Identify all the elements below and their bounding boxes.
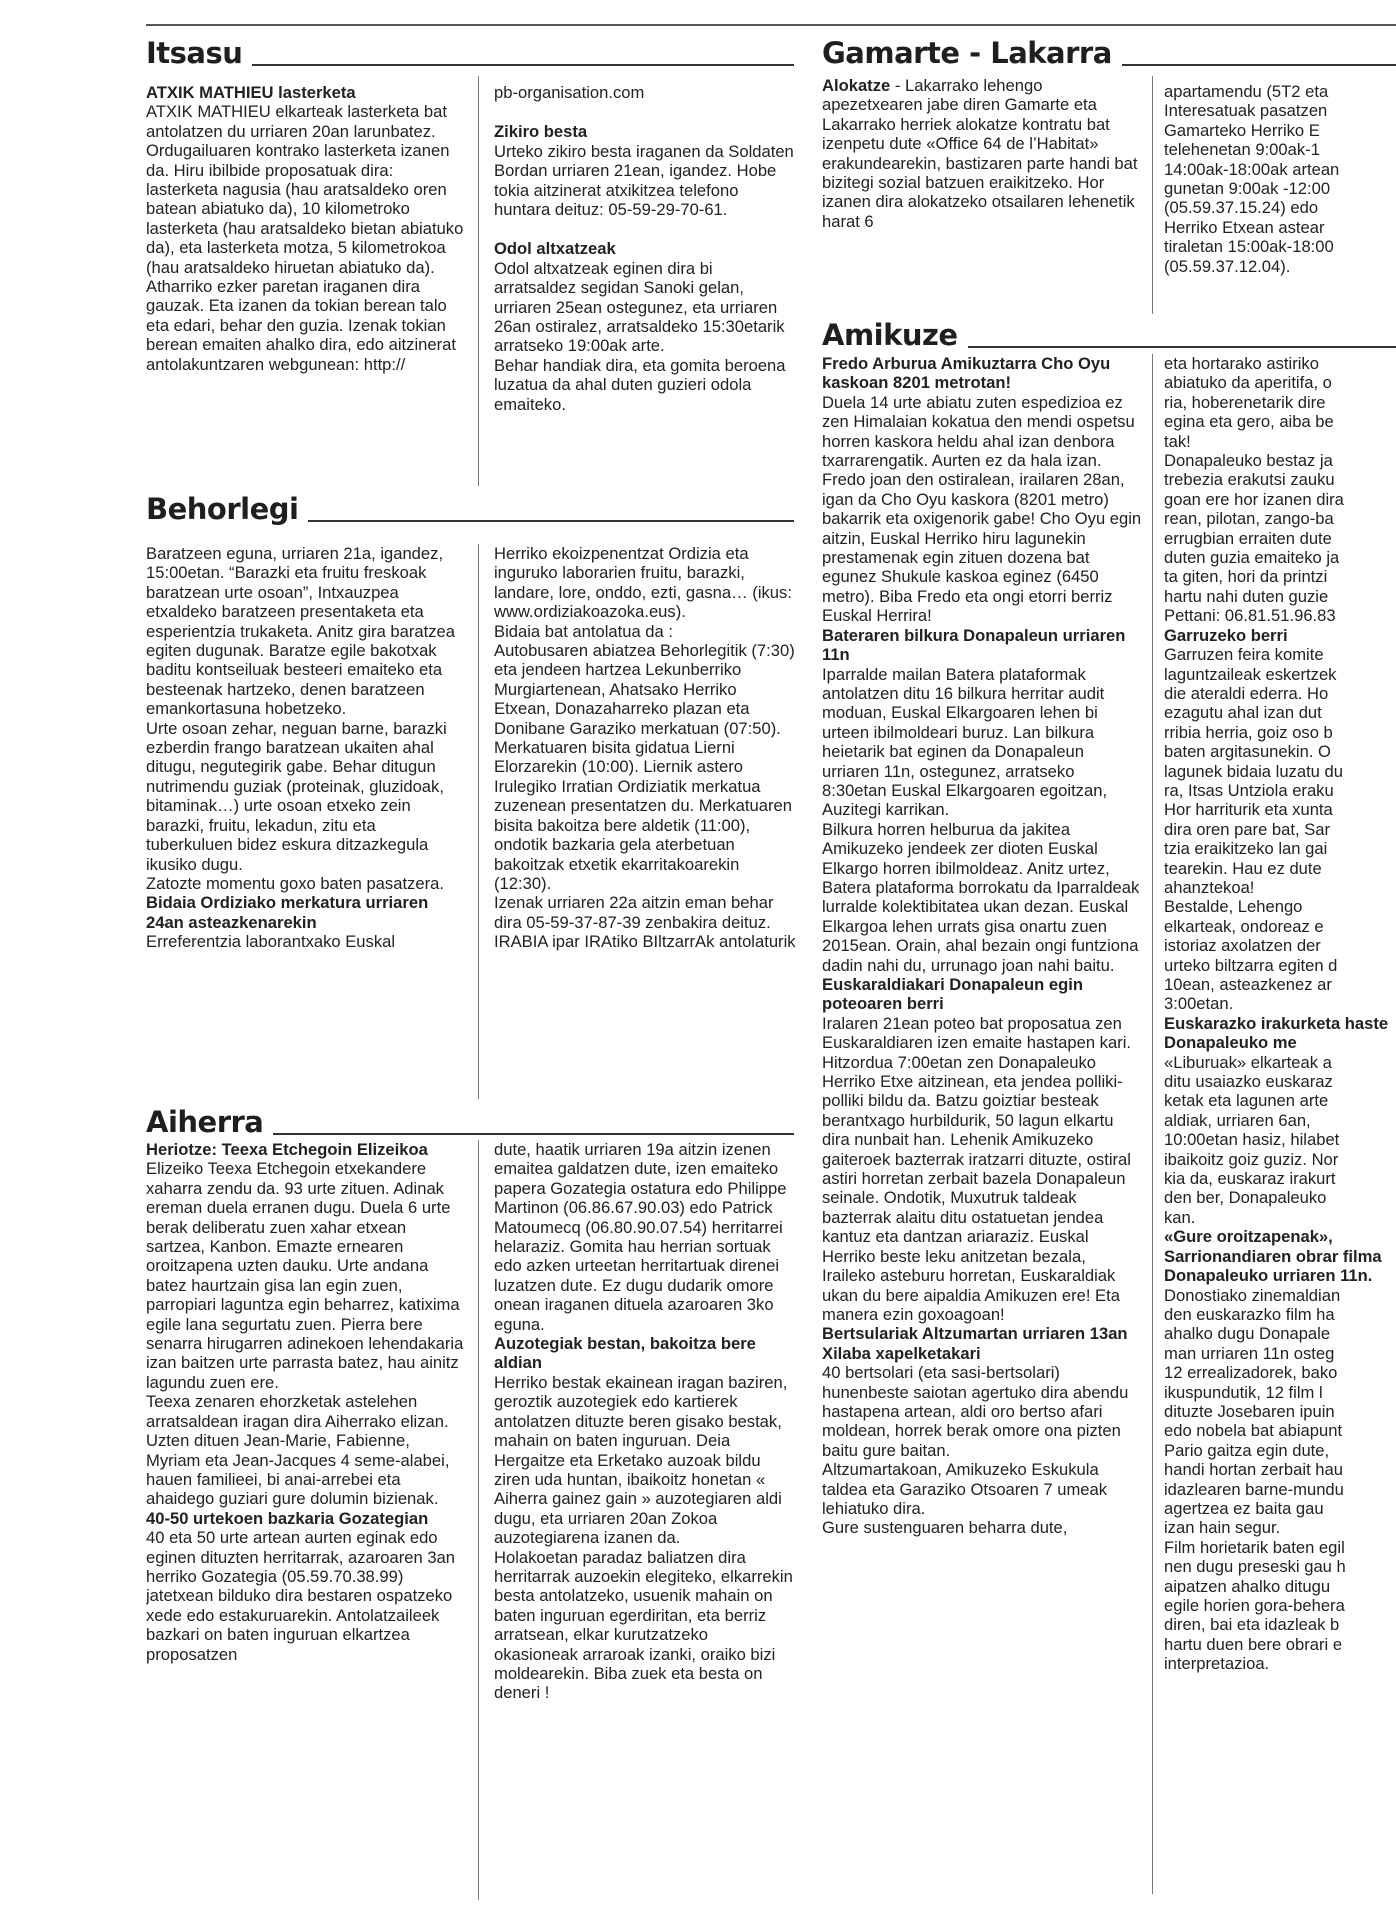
article-line: Pettani: 06.81.51.96.83 bbox=[1164, 606, 1336, 626]
article-line: tak! bbox=[1164, 431, 1191, 451]
article-text: Odol altxatzeak eginen dira bi arratsaldez segidan Sanoki gelan, urriaren 25ean ostegunez, eta urriaren 26an ostiralez, arratsaldeko 15:30etarik arratseko 19:00ak arte. bbox=[494, 258, 785, 356]
article-line: abiatuko da aperitifa, o bbox=[1164, 373, 1332, 393]
itsasu-col-2 bbox=[494, 83, 796, 493]
article-line: apartamendu (5T2 eta bbox=[1164, 82, 1329, 101]
article-line: die ateraldi ederra. Ho bbox=[1164, 683, 1329, 703]
article-line: ta giten, hori da printzi bbox=[1164, 567, 1328, 587]
article-heading: Bateraren bilkura Donapaleun urriaren 11n bbox=[822, 625, 1126, 665]
column-divider bbox=[478, 544, 479, 1099]
article-line: tiraletan 15:00ak-18:00 bbox=[1164, 237, 1334, 257]
article-line: ketak eta lagunen arte bbox=[1164, 1091, 1329, 1111]
article-line: Donostiako zinemaldian bbox=[1164, 1285, 1341, 1305]
article-text: Baratzeen eguna, urriaren 21a, igandez, 15:00etan. “Barazki eta fruitu freskoak baratzean urte osoan”, Intxauzpea etxaldeko baratzeen presentaketa eta esperientzia trukaketa. Anitz gira baratzea egiten dugunak. Baratze egile bakotxak baditu kontseiluak besteeri emaiteko eta besteenak hartzeko, denen baratzeen emankortasuna hobetzeko. bbox=[146, 544, 456, 719]
article-line: baten argitasunekin. O bbox=[1164, 742, 1331, 762]
article-line: Donapaleuko bestaz ja bbox=[1164, 451, 1333, 471]
article-text: Izenak urriaren 22a aitzin eman behar dira 05-59-37-87-39 zenbakira deituz. bbox=[494, 893, 774, 932]
column-divider bbox=[1152, 76, 1153, 314]
article-line: istoriaz axolatzen der bbox=[1164, 936, 1321, 956]
article-text: Iralaren 21ean poteo bat proposatua zen Euskaraldiaren izen emaite hastapen kari. Hitzordua 7:00etan zen Donapaleuko Herriko Etxe aitzinean, eta jendea polliki-polliki bildu da. Batzu goiztiar besteak berantxago hurbildurik, 50 lagun elkartu dira nunbait han. Lehenik Amikuzeko gaiteroek bazterrak iratzarri dituzte, ostiral astiri horretan zerbait bazela Donapaleun seinale. Ondotik, Muxutruk taldeak bazterrak alaitu ditu ostatuetan jendea kantuz eta dantzan ariaraziz. Euskal Herriko beste leku anitzetan bezala, Iraileko asteburu horretan, Euskaraldiak ukan du bere aipaldia Amikuzen ere! Eta manera ezin goxoagoan! bbox=[822, 1013, 1132, 1324]
article-line: diren, bai eta idazleak b bbox=[1164, 1615, 1340, 1635]
article-line: 10ean, asteazkenez ar bbox=[1164, 975, 1332, 994]
article-line: Herriko Etxean astear bbox=[1164, 217, 1325, 237]
amikuze-col-4 bbox=[1164, 354, 1396, 1894]
article-line: (05.59.37.15.24) edo bbox=[1164, 198, 1319, 218]
section-title: Behorlegi bbox=[146, 492, 299, 526]
aiherra-col-1 bbox=[146, 1140, 464, 1900]
section-header-aiherra bbox=[146, 1103, 794, 1139]
article-text: Duela 14 urte abiatu zuten espedizioa ez zen Himalaian kokatua den mendi ospetsu horren kaskora heldu ahal izan denbora txarrarengatik. Aurten ez da hala izan. Fredo joan den ostiralean, irailaren 28an, igan da Cho Oyu kaskora (8201 metro) bakarrik eta oxigenorik gabe! Cho Oyu egin aitzin, Euskal Herriko hiru lagunekin prestamenak egin zituen dozena bat egunez Shukule kaskoa eginez (6450 metro). Biba Fredo eta ongi etorri berriz Euskal Herrira! bbox=[822, 392, 1142, 626]
section-header-itsasu bbox=[146, 34, 794, 70]
behorlegi-col-2 bbox=[494, 544, 796, 1099]
article-text: Autobusaren abiatzea Behorlegitik (7:30) eta jendeen hartzea Lekunberriko Murgiartenean, Ahatsako Herriko Etxean, Donazaharreko plazan eta Donibane Garaziko merkatuan (07:50). bbox=[494, 641, 795, 738]
article-line: goan ere hor izanen dira bbox=[1164, 489, 1344, 509]
article-line: Gamarteko Herriko E bbox=[1164, 120, 1320, 140]
article-text: 40 bertsolari (eta sasi-bertsolari) hunenbeste saiotan agertuko dira abendu hastapena artean, aldi oro bertso afari moldean, horrek berak omore ona pizten baitu gure baitan. bbox=[822, 1363, 1129, 1460]
top-rule bbox=[146, 24, 1396, 26]
article-line: 10:00etan hasiz, hilabet bbox=[1164, 1130, 1340, 1150]
article-line: handi hortan zerbait hau bbox=[1164, 1460, 1343, 1480]
article-text: Zatozte momentu goxo baten pasatzera. bbox=[146, 873, 444, 893]
article-text: Behar handiak dira, eta gomita beroena luzatua da ahal duten guzieri odola emaiteko. bbox=[494, 355, 786, 414]
article-line: Bestalde, Lehengo bbox=[1164, 897, 1303, 917]
article-line: 12 errealizadorek, bako bbox=[1164, 1363, 1338, 1383]
gamarte-col-2 bbox=[1164, 82, 1396, 318]
section-header-behorlegi bbox=[146, 490, 794, 526]
article-text: Urteko zikiro besta iraganen da Soldaten Bordan urriaren 21ean, igandez. Hobe tokia aitzinerat atxikitzea telefono huntara deituz: 05-59-29-70-61. bbox=[494, 141, 794, 220]
article-line: hartu nahi duten guzie bbox=[1164, 586, 1329, 606]
article-line: dituzte Josebaren ipuin bbox=[1164, 1401, 1335, 1421]
article-line: egile horien gora-behera bbox=[1164, 1596, 1345, 1615]
article-line: tearekin. Hau ez dute bbox=[1164, 858, 1322, 878]
article-line: 3:00etan. bbox=[1164, 994, 1234, 1014]
section-title: Itsasu bbox=[146, 36, 243, 70]
gamarte-col-1 bbox=[822, 76, 1142, 316]
article-line: gunetan 9:00ak -12:00 bbox=[1164, 179, 1331, 199]
section-rule bbox=[273, 1133, 794, 1135]
article-line: «Liburuak» elkarteak a bbox=[1164, 1052, 1332, 1072]
article-line: telehenetan 9:00ak-1 bbox=[1164, 140, 1320, 160]
article-line: ra, Itsas Untziola eraku bbox=[1164, 780, 1334, 800]
article-line: egina eta gero, aiba be bbox=[1164, 412, 1334, 432]
article-text: Holakoetan paradaz baliatzen dira herritarrak auzoekin elegiteko, elkarrekin besta antolatzeko, usuenik mahain on baten inguruan egerdiritan, eta berriz arratsean, elkar kurutzatzeko okasioneak arraroak izanki, oraiko bizi moldearekin. Biba zuek eta besta on deneri ! bbox=[494, 1547, 793, 1703]
article-text: Bilkura horren helburua da jakitea Amikuzeko jendeek zer dioten Euskal Elkargo horren ibilmoldeaz. Anitz urtez, Batera plataforma borrokatu da Iparraldeak lurralde kolektibitatea ukan dezan. Euskal Elkargoa lehen urrats gisa onartu zuen 2015ean. Orain, ahal bezain ongi funtziona dadin nahi du, urrunago joan nahi baitu. bbox=[822, 819, 1140, 975]
article-line: duten guzia emaiteko ja bbox=[1164, 548, 1340, 568]
article-line: errugbian erraiten dute bbox=[1164, 528, 1332, 548]
article-line: ezagutu ahal izan dut bbox=[1164, 703, 1322, 723]
article-line: ibaikoitz goiz guziz. Nor bbox=[1164, 1149, 1339, 1169]
article-line: idazlearen barne-mundu bbox=[1164, 1479, 1344, 1499]
article-line: kan. bbox=[1164, 1207, 1196, 1227]
section-rule bbox=[308, 520, 794, 522]
article-line: tzia eraikitzeko lan gai bbox=[1164, 839, 1328, 859]
article-text: Altzumartakoan, Amikuzeko Eskukula taldea eta Garaziko Otsoaren 7 umeak lehiatuko dira. bbox=[822, 1460, 1108, 1518]
article-line: Garruzen feira komite bbox=[1164, 645, 1324, 665]
article-line: man urriaren 11n osteg bbox=[1164, 1343, 1335, 1363]
itsasu-col-1 bbox=[146, 83, 464, 493]
article-line: aipatzen ahalko ditugu bbox=[1164, 1576, 1331, 1596]
article-url: pb-organisation.com bbox=[494, 83, 645, 102]
article-line: dira oren pare bat, Sar bbox=[1164, 819, 1331, 839]
article-heading: Garruzeko berri bbox=[1164, 625, 1288, 645]
aiherra-col-2 bbox=[494, 1140, 796, 1900]
article-text: Elizeiko Teexa Etchegoin etxekandere xaharra zendu da. 93 urte zituen. Adinak ereman duela erranen dugu. Duela 6 urte berak deliberatu zuen xahar etxean sartzea, Kanbon. Emazte ernearen oroitzapena uzten dauku. Urte andana batez haurtzain gisa lan egin zuen, parropiari laguntza egin beharrez, katixima egile lana segurtatu zuen. Pierra bere senarra hirugarren adinekoen lehendakaria izan baitzen urte parrasta batez, hau ainitz lagundu zuen ere. bbox=[146, 1159, 464, 1392]
article-line: rean, pilotan, zango-ba bbox=[1164, 509, 1334, 529]
article-line: rribia herria, goiz oso b bbox=[1164, 722, 1333, 742]
article-line: urteko biltzarra egiten d bbox=[1164, 955, 1338, 975]
article-heading: Euskaraldiakari Donapaleun egin poteoaren berri bbox=[822, 975, 1083, 1014]
article-heading: ATXIK MATHIEU lasterketa bbox=[146, 83, 356, 102]
article-heading: «Gure oroitzapenak», Sarrionandiaren obrar filma Donapaleuko urriaren 11n. bbox=[1164, 1227, 1382, 1286]
section-rule bbox=[968, 346, 1396, 348]
article-line: trebezia erakutsi zauku bbox=[1164, 470, 1335, 490]
article-line: ditu usaiazko euskaraz bbox=[1164, 1072, 1333, 1092]
article-line: ahalko dugu Donapale bbox=[1164, 1324, 1331, 1344]
article-lead-label: Alokatze bbox=[822, 76, 891, 95]
column-divider bbox=[1152, 354, 1153, 1894]
article-text: Gure sustenguaren beharra dute, bbox=[822, 1518, 1068, 1538]
article-line: lagunek bidaia luzatu du bbox=[1164, 761, 1343, 781]
article-line: edo nobela bat abiapunt bbox=[1164, 1421, 1343, 1441]
article-line: Hor harriturik eta xunta bbox=[1164, 800, 1333, 820]
section-header-gamarte-lakarra bbox=[822, 34, 1396, 70]
article-line: agertzea ez baita gau bbox=[1164, 1498, 1324, 1518]
behorlegi-col-1 bbox=[146, 544, 464, 1099]
article-text: Herriko bestak ekainean iragan baziren, geroztik auzotegiek edo kartierek antolatzen dituzte beren gisako bestak, mahain on baten inguruan. Deia Hergaitze eta Erketako auzoak bildu ziren uda huntan, ibaikoitz honetan « Aiherra gainez gain » auzotegiaren aldi dugu, eta urriaren 20an Zokoa auzotegiarena izanen da. bbox=[494, 1372, 788, 1548]
article-text: Teexa zenaren ehorzketak astelehen arratsaldean iragan dira Aiherrako elizan. Uzten dituen Jean-Marie, Fabienne, Myriam eta Jean-Jacques 4 seme-alabei, hauen familieei, bi anai-arrebei eta ahaidego guziari gure dolumin bizienak. bbox=[146, 1392, 450, 1509]
article-line: kia da, euskaraz irakurt bbox=[1164, 1169, 1336, 1189]
article-line: nen dugu preseski gau h bbox=[1164, 1557, 1346, 1577]
article-text: Iparralde mailan Batera plataformak antolatzen ditu 16 bilkura herritar audit moduan, Euskal Elkargoaren lehen bi urteen ibilmoldeari buruz. Lan bilkura heietarik bat eginen da Donapaleun urriaren 11n, ostegunez, arratseko 8:30etan Euskal Elkargoaren egoitzan, Auzitegi karrikan. bbox=[822, 664, 1108, 820]
article-line: den euskarazko film ha bbox=[1164, 1304, 1335, 1324]
article-heading: Euskarazko irakurketa haste Donapaleuko me bbox=[1164, 1013, 1389, 1053]
article-line: (05.59.37.12.04). bbox=[1164, 256, 1291, 276]
article-line: ikuspundutik, 12 film l bbox=[1164, 1382, 1323, 1402]
column-divider bbox=[478, 76, 479, 486]
article-line: laguntzaileak eskertzek bbox=[1164, 664, 1337, 684]
article-text: Bidaia bat antolatua da : bbox=[494, 621, 673, 641]
article-heading: Auzotegiak bestan, bakoitza bere aldian bbox=[494, 1334, 756, 1373]
section-title: Aiherra bbox=[146, 1105, 264, 1139]
amikuze-col-3 bbox=[822, 354, 1142, 1894]
article-line: Interesatuak pasatzen bbox=[1164, 101, 1328, 121]
article-body: - Lakarrako lehengo apezetxearen jabe diren Gamarte eta Lakarrako herriek alokatze kontratu bat izenpetu dute «Office 64 de l’Habitat» erakundearekin, bastizaren parte handi bat bizitegi sozial batzuen eraikitzeko. Hor izanen dira alokatzeko otsailaren lehenetik harat 6 bbox=[822, 76, 1138, 231]
article-heading: Fredo Arburua Amikuztarra Cho Oyu kaskoan 8201 metrotan! bbox=[822, 354, 1111, 393]
article-line: Film horietarik baten egil bbox=[1164, 1537, 1345, 1557]
article-line: 14:00ak-18:00ak artean bbox=[1164, 159, 1340, 179]
article-text: 40 eta 50 urte artean aurten eginak edo eginen dituzten herritarrak, azaroaren 3an herriko Gozategia (05.59.70.38.99) jatetxean bilduko dira bestaren ospatzeko xede edo estakuruarekin. Antolatzaileek bazkari on baten inguruan elkartzea proposatzen bbox=[146, 1528, 456, 1664]
article-heading: Bertsulariak Altzumartan urriaren 13an Xilaba xapelketakari bbox=[822, 1324, 1128, 1363]
article-line: interpretazioa. bbox=[1164, 1654, 1270, 1674]
section-title: Amikuze bbox=[822, 318, 958, 352]
article-line: eta hortarako astiriko bbox=[1164, 354, 1319, 373]
section-rule bbox=[1122, 64, 1396, 66]
column-divider bbox=[478, 1140, 479, 1900]
article-line: izan hain segur. bbox=[1164, 1518, 1281, 1538]
article-heading: Heriotze: Teexa Etchegoin Elizeikoa bbox=[146, 1140, 428, 1159]
article-text: dute, haatik urriaren 19a aitzin izenen emaitea galdatzen dute, izen emaiteko papera Gozategia ostatura edo Philippe Martinon (06.86.67.90.03) edo Patrick Matoumecq (06.80.90.07.54) herritarrei helaraziz. Gomita hau herrian sortuak edo azken urteetan herritartuak direnei luzatzen dute. Ez dugu dudarik omore onean iraganen dituela azaroaren 3ko eguna. bbox=[494, 1140, 787, 1334]
article-line: ahanztekoa! bbox=[1164, 877, 1255, 897]
article-line: aldiak, urriaren 6an, bbox=[1164, 1110, 1311, 1130]
article-heading: Bidaia Ordiziako merkatura urriaren 24an asteazkenarekin bbox=[146, 893, 429, 932]
section-header-amikuze bbox=[822, 316, 1396, 352]
article-text: ATXIK MATHIEU elkarteak lasterketa bat antolatzen du urriaren 20an larunbatez. Ordugailuaren kontrako lasterketa izanen da. Hiru ibilbide proposatuak dira: lasterketa nagusia (hau aratsaldeko oren batean abiatuko da), 10 kilometroko lasterketa (hau aratsaldeko bietan abiatuko da), eta lasterketa motza, 5 kilometrokoa (hau aratsaldeko hiruetan abiatuko da). Atharriko ezker paretan iraganen dira gauzak. Eta izanen da tokian berean talo eta edari, behar den guzia. Izenak tokian berean emaiten ahalko dira, edo aitzinerat antolakuntzaren webgunean: http:// bbox=[146, 102, 464, 374]
article-text: Erreferentzia laborantxako Euskal bbox=[146, 932, 396, 952]
article-text: Merkatuaren bisita gidatua Lierni Elorzarekin (10:00). Liernik astero Irulegiko Irratian Ordiziatik merkatua zuzenean presentatzen du. Merkatuaren bisita bakoitza bere aldetik (11:00), ondotik bazkaria gela aterbetuan bakoitzak etxetik ekarritakoarekin (12:30). bbox=[494, 738, 792, 893]
article-line: Pario gaitza egin dute, bbox=[1164, 1440, 1330, 1460]
article-line: elkarteak, ondoreaz e bbox=[1164, 916, 1324, 936]
article-heading: Odol altxatzeak bbox=[494, 239, 616, 259]
article-heading: Zikiro besta bbox=[494, 122, 588, 142]
article-line: den ber, Donapaleuko bbox=[1164, 1188, 1327, 1208]
section-rule bbox=[252, 64, 794, 66]
article-text: IRABIA ipar IRAtiko BIltzarrAk antolaturik bbox=[494, 932, 796, 952]
article-heading: 40-50 urtekoen bazkaria Gozategian bbox=[146, 1508, 429, 1528]
article-text bbox=[822, 76, 1142, 231]
article-line: ria, hoberenetarik dire bbox=[1164, 392, 1326, 412]
section-title: Gamarte - Lakarra bbox=[822, 36, 1112, 70]
article-line: hartu duen bere obrari e bbox=[1164, 1634, 1343, 1654]
article-text: Urte osoan zehar, neguan barne, barazki ezberdin frango baratzean ukaiten ahal ditugu, negutegirik gabe. Behar ditugun nutrimendu guziak (proteinak, gluzidoak, bitaminak…) urte osoan etxeko zein barazki, fruitu, lekadun, zitu eta tuberkuluen bidez eskura ditzazkegula ikusiko dugu. bbox=[146, 718, 447, 874]
article-text: Herriko ekoizpenentzat Ordizia eta inguruko laborarien fruitu, barazki, landare, lore, onddo, ezti, gasna… (ikus: www.ordiziakoazoka.eus). bbox=[494, 544, 792, 622]
